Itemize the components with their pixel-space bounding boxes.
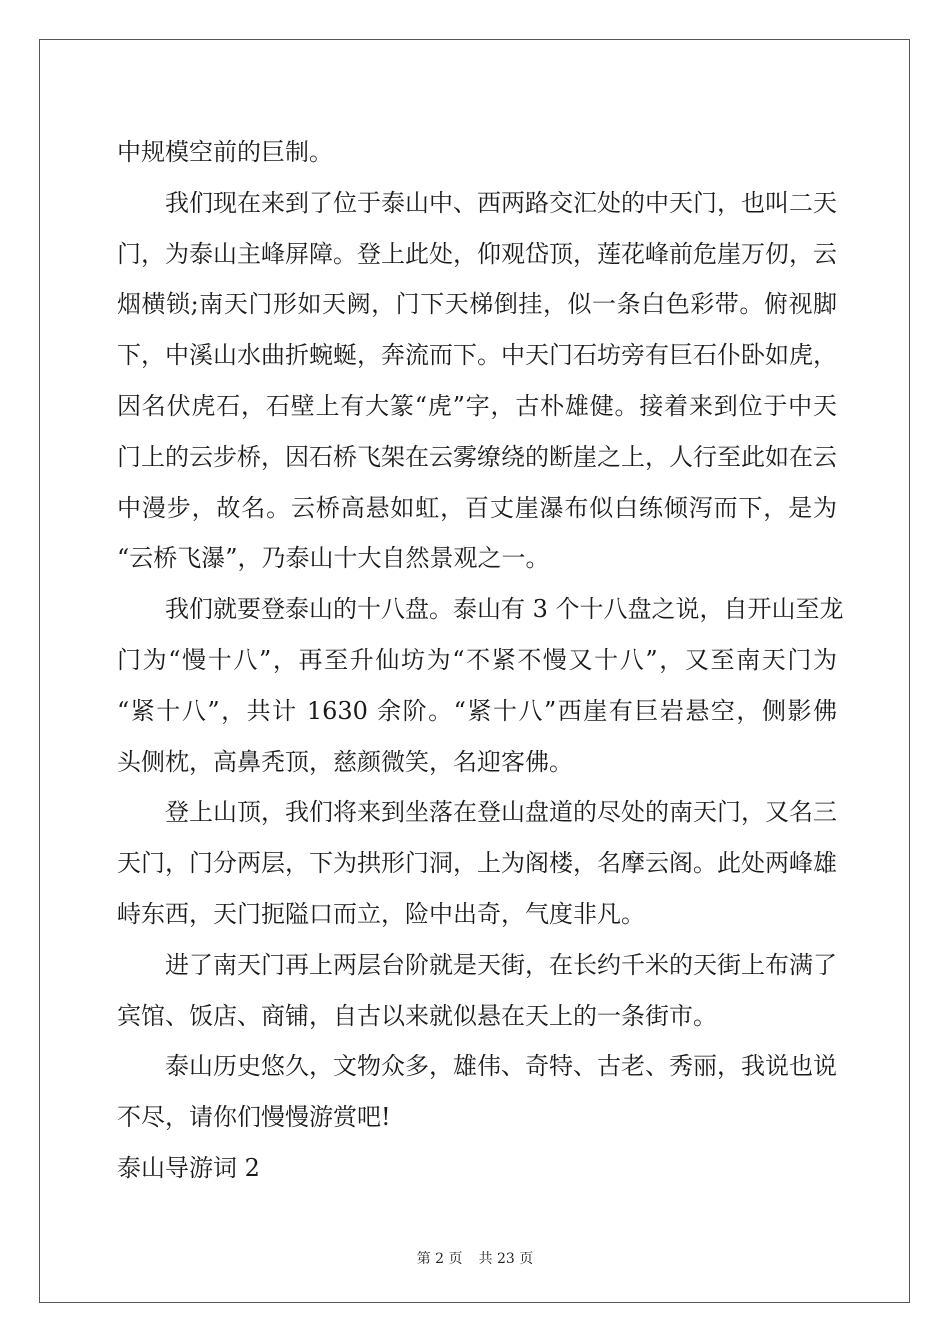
text-line: 宾馆、饭店、商铺，自古以来就似悬在天上的一条街市。 — [117, 1001, 717, 1030]
text-line: “云桥飞瀑”，乃泰山十大自然景观之一。 — [117, 544, 550, 573]
text-line: “紧十八”，共计 1630 余阶。“紧十八”西崖有巨岩悬空，侧影佛 — [117, 696, 837, 725]
page-number: 第 2 页 — [416, 1251, 463, 1267]
text-line: 峙东西，天门扼隘口而立，险中出奇，气度非凡。 — [117, 899, 645, 928]
text-line: 下，中溪山水曲折蜿蜒，奔流而下。中天门石坊旁有巨石仆卧如虎， — [117, 341, 837, 370]
text-line: 中漫步，故名。云桥高悬如虹，百丈崖瀑布似白练倾泻而下，是为 — [117, 493, 837, 522]
text-line: 我们就要登泰山的十八盘。泰山有 3 个十八盘之说，自开山至龙 — [165, 595, 844, 624]
text-line: 中规模空前的巨制。 — [117, 138, 333, 166]
page-total: 共 23 页 — [478, 1251, 534, 1267]
text-line: 进了南天门再上两层台阶就是天街，在长约千米的天街上布满了 — [165, 950, 837, 979]
text-line: 头侧枕，高鼻秃顶，慈颜微笑，名迎客佛。 — [117, 747, 573, 776]
text-line: 泰山历史悠久，文物众多，雄伟、奇特、古老、秀丽，我说也说 — [165, 1052, 837, 1081]
document-body — [117, 127, 844, 1194]
text-line: 门上的云步桥，因石桥飞架在云雾缭绕的断崖之上，人行至此如在云 — [117, 442, 837, 471]
text-line: 登上山顶，我们将来到坐落在登山盘道的尽处的南天门，又名三 — [165, 798, 837, 827]
page-footer — [0, 1248, 950, 1268]
text-line: 门，为泰山主峰屏障。登上此处，仰观岱顶，莲花峰前危崖万仞，云 — [117, 239, 837, 268]
section-title: 泰山导游词 2 — [117, 1153, 260, 1182]
text-line: 我们现在来到了位于泰山中、西两路交汇处的中天门，也叫二天 — [165, 188, 837, 217]
text-line: 因名伏虎石，石壁上有大篆“虎”字，古朴雄健。接着来到位于中天 — [117, 391, 837, 420]
text-line: 烟横锁;南天门形如天阙，门下天梯倒挂，似一条白色彩带。俯视脚 — [117, 290, 837, 319]
text-line: 门为“慢十八”，再至升仙坊为“不紧不慢又十八”，又至南天门为 — [117, 645, 837, 674]
text-line: 不尽，请你们慢慢游赏吧! — [117, 1103, 391, 1132]
text-line: 天门，门分两层，下为拱形门洞，上为阁楼，名摩云阁。此处两峰雄 — [117, 849, 837, 878]
